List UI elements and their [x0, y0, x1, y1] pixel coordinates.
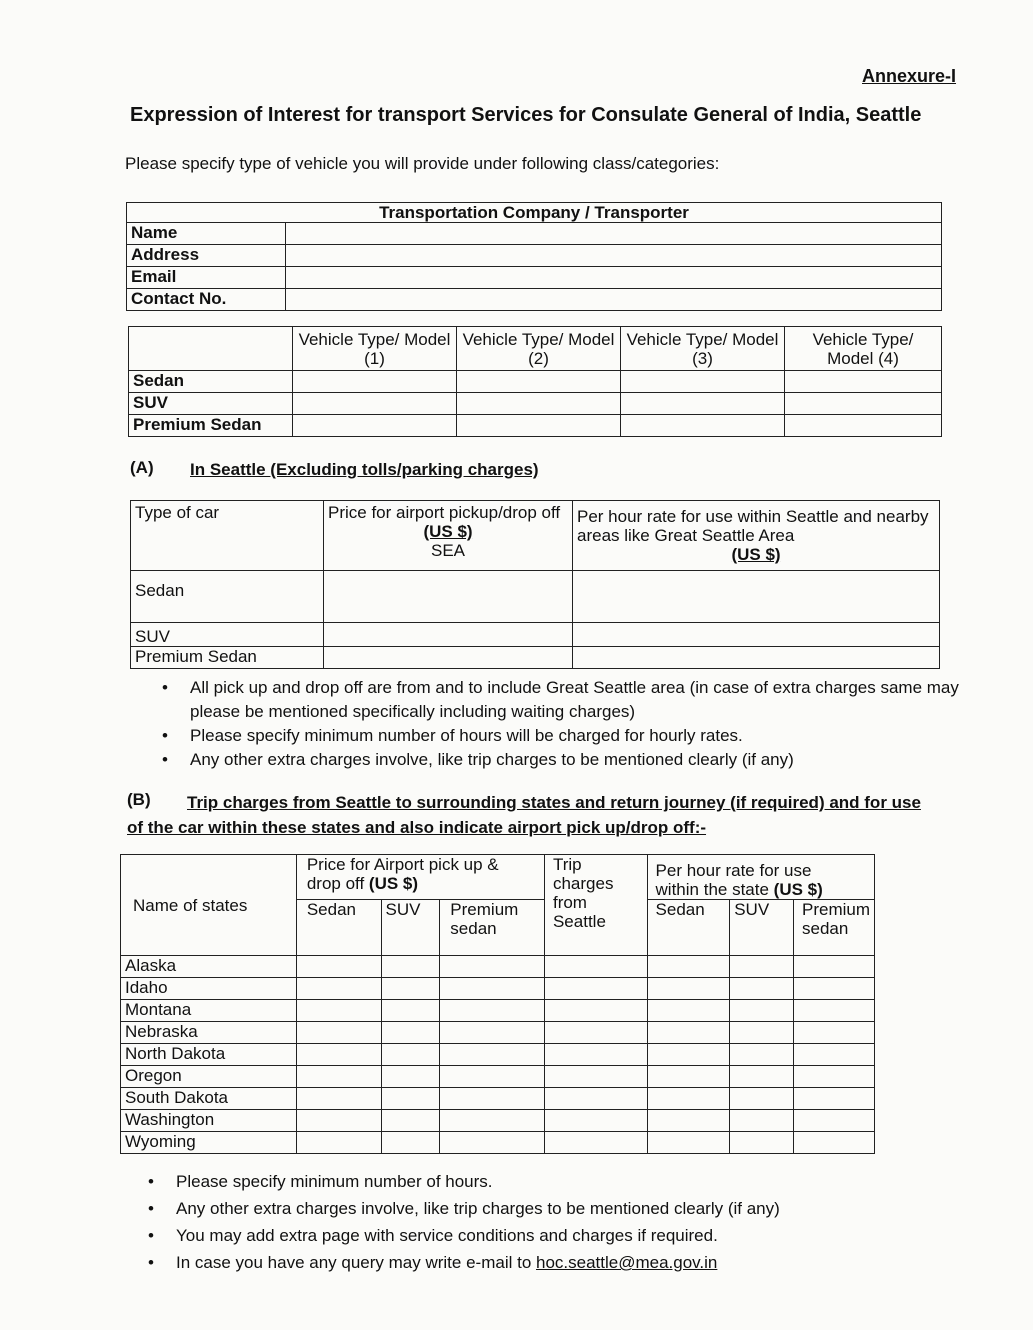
vehicle-cell[interactable]	[621, 393, 785, 415]
col-airport-code: SEA	[430, 541, 466, 560]
vehicle-cell[interactable]	[621, 371, 785, 393]
state-cell[interactable]	[544, 1044, 647, 1066]
state-cell[interactable]	[440, 1132, 545, 1154]
section-b-label: (B)	[127, 790, 151, 809]
seattle-row-sedan: Sedan	[131, 571, 324, 623]
state-cell[interactable]	[440, 1088, 545, 1110]
field-contact-label: Contact No.	[127, 289, 286, 311]
state-cell[interactable]	[793, 978, 874, 1000]
state-cell[interactable]	[544, 956, 647, 978]
state-cell[interactable]	[730, 1000, 794, 1022]
state-cell[interactable]	[647, 1000, 730, 1022]
state-cell[interactable]	[544, 1132, 647, 1154]
section-b-note: • Please specify minimum number of hours.	[176, 1168, 976, 1195]
state-cell[interactable]	[793, 1022, 874, 1044]
col-hourly-rate	[573, 501, 940, 571]
section-b-note: • You may add extra page with service conditions and charges if required.	[176, 1222, 976, 1249]
vehicle-header-blank	[129, 327, 293, 371]
state-cell[interactable]	[381, 1088, 440, 1110]
vehicle-col-4: Vehicle Type/ Model (4)	[785, 327, 942, 371]
state-row: North Dakota	[121, 1044, 297, 1066]
state-cell[interactable]	[647, 1088, 730, 1110]
state-cell[interactable]	[440, 1066, 545, 1088]
section-a-note: • All pick up and drop off are from and to include Great Seattle area (in case of extra charges same may please be mentioned specifically including waiting charges)	[190, 676, 960, 724]
section-a-note: • Please specify minimum number of hours will be charged for hourly rates.	[190, 724, 960, 748]
state-cell[interactable]	[730, 1044, 794, 1066]
section-b-note: • Any other extra charges involve, like trip charges to be mentioned clearly (if any)	[176, 1195, 976, 1222]
vehicle-cell[interactable]	[293, 371, 457, 393]
state-cell[interactable]	[793, 1044, 874, 1066]
vehicle-cell[interactable]	[785, 371, 942, 393]
state-cell[interactable]	[730, 1088, 794, 1110]
sub-col-sedan-b: Sedan	[647, 900, 730, 956]
state-cell[interactable]	[440, 1000, 545, 1022]
state-row: Montana	[121, 1000, 297, 1022]
page-title: Expression of Interest for transport Services for Consulate General of India, Seattle	[130, 104, 922, 126]
sub-col-suv-b: SUV	[730, 900, 794, 956]
vehicle-cell[interactable]	[457, 393, 621, 415]
email-link[interactable]: hoc.seattle@mea.gov.in	[536, 1253, 718, 1272]
state-cell[interactable]	[793, 1110, 874, 1132]
vehicle-col-3: Vehicle Type/ Model (3)	[621, 327, 785, 371]
col-states: Name of states	[121, 855, 297, 956]
state-cell[interactable]	[296, 1044, 381, 1066]
state-cell[interactable]	[544, 1022, 647, 1044]
section-a-label: (A)	[130, 458, 154, 477]
state-cell[interactable]	[793, 956, 874, 978]
sub-col-sedan-a: Sedan	[296, 900, 381, 956]
field-address-label: Address	[127, 245, 286, 267]
vehicle-col-1: Vehicle Type/ Model (1)	[293, 327, 457, 371]
state-cell[interactable]	[381, 1000, 440, 1022]
vehicle-cell[interactable]	[621, 415, 785, 437]
state-cell[interactable]	[730, 1132, 794, 1154]
seattle-rates-table	[130, 500, 940, 669]
state-cell[interactable]	[793, 1000, 874, 1022]
vehicle-row-suv: SUV	[129, 393, 293, 415]
col-hourly-state-b: within the state	[655, 880, 774, 899]
seattle-row-premium: Premium Sedan	[131, 647, 324, 669]
state-cell[interactable]	[647, 956, 730, 978]
state-cell[interactable]	[730, 956, 794, 978]
vehicle-row-premium: Premium Sedan	[129, 415, 293, 437]
sub-col-premium-a: Premium sedan	[440, 900, 545, 956]
vehicle-cell[interactable]	[293, 393, 457, 415]
seattle-cell[interactable]	[324, 571, 573, 623]
col-airport-pick	[296, 855, 544, 900]
field-name-label: Name	[127, 223, 286, 245]
state-cell[interactable]	[381, 1022, 440, 1044]
state-cell[interactable]	[730, 1066, 794, 1088]
section-a-heading: In Seattle (Excluding tolls/parking charges)	[190, 460, 539, 479]
state-cell[interactable]	[440, 978, 545, 1000]
state-row: Nebraska	[121, 1022, 297, 1044]
state-cell[interactable]	[544, 1088, 647, 1110]
state-cell[interactable]	[296, 1110, 381, 1132]
col-hourly-text: Per hour rate for use within Seattle and nearby areas like Great Seattle Area	[577, 507, 929, 545]
state-cell[interactable]	[381, 1110, 440, 1132]
seattle-cell[interactable]	[324, 647, 573, 669]
seattle-cell[interactable]	[573, 647, 940, 669]
col-airport-pick-b: drop off	[306, 874, 369, 893]
field-address-value[interactable]	[286, 245, 942, 267]
seattle-cell[interactable]	[573, 623, 940, 647]
field-email-label: Email	[127, 267, 286, 289]
state-cell[interactable]	[296, 1066, 381, 1088]
col-type-of-car: Type of car	[131, 501, 324, 571]
seattle-row-suv: SUV	[131, 623, 324, 647]
state-cell[interactable]	[440, 956, 545, 978]
vehicle-col-2: Vehicle Type/ Model (2)	[457, 327, 621, 371]
section-b-heading: Trip charges from Seattle to surrounding states and return journey (if required) and for use of the car within these states and also indicate airport pick up/drop off:-	[127, 793, 921, 837]
col-hourly-state-c: (US $)	[773, 880, 823, 899]
intro-text: Please specify type of vehicle you will provide under following class/categories:	[125, 154, 720, 173]
state-cell[interactable]	[793, 1088, 874, 1110]
section-a-notes	[190, 676, 960, 772]
vehicle-table	[128, 326, 942, 437]
col-airport-pick-a: Price for Airport pick up &	[306, 855, 499, 874]
state-cell[interactable]	[440, 1110, 545, 1132]
vehicle-cell[interactable]	[457, 371, 621, 393]
col-hourly-state	[647, 855, 874, 900]
states-table	[120, 854, 875, 1154]
state-cell[interactable]	[730, 978, 794, 1000]
state-cell[interactable]	[793, 1132, 874, 1154]
state-cell[interactable]	[647, 1110, 730, 1132]
state-cell[interactable]	[440, 1044, 545, 1066]
state-cell[interactable]	[730, 1022, 794, 1044]
vehicle-cell[interactable]	[785, 393, 942, 415]
col-hourly-unit: (US $)	[731, 545, 781, 564]
col-airport-price	[324, 501, 573, 571]
col-airport-pick-c: (US $)	[368, 874, 419, 893]
vehicle-row-sedan: Sedan	[129, 371, 293, 393]
state-cell[interactable]	[381, 1132, 440, 1154]
state-row: Oregon	[121, 1066, 297, 1088]
state-cell[interactable]	[647, 1022, 730, 1044]
state-cell[interactable]	[544, 1000, 647, 1022]
section-b-notes	[176, 1168, 976, 1276]
state-cell[interactable]	[296, 1000, 381, 1022]
state-cell[interactable]	[381, 1066, 440, 1088]
state-cell[interactable]	[793, 1066, 874, 1088]
col-trip-charges: Trip charges from Seattle	[544, 855, 647, 956]
state-cell[interactable]	[544, 1110, 647, 1132]
state-cell[interactable]	[544, 978, 647, 1000]
field-email-value[interactable]	[286, 267, 942, 289]
state-row: Washington	[121, 1110, 297, 1132]
state-cell[interactable]	[647, 978, 730, 1000]
state-cell[interactable]	[647, 1132, 730, 1154]
col-airport-price-text: Price for airport pickup/drop off	[328, 503, 561, 522]
state-row: South Dakota	[121, 1088, 297, 1110]
vehicle-cell[interactable]	[785, 415, 942, 437]
state-row: Alaska	[121, 956, 297, 978]
vehicle-cell[interactable]	[293, 415, 457, 437]
query-text: In case you have any query may write e-mail to	[176, 1253, 536, 1272]
state-row: Wyoming	[121, 1132, 297, 1154]
state-cell[interactable]	[381, 1044, 440, 1066]
state-cell[interactable]	[296, 956, 381, 978]
state-cell[interactable]	[381, 956, 440, 978]
state-cell[interactable]	[296, 1022, 381, 1044]
section-b-note-query	[176, 1249, 976, 1276]
sub-col-suv-a: SUV	[381, 900, 440, 956]
col-hourly-state-a: Per hour rate for use	[655, 861, 812, 880]
vehicle-cell[interactable]	[457, 415, 621, 437]
state-cell[interactable]	[730, 1110, 794, 1132]
state-row: Idaho	[121, 978, 297, 1000]
field-name-value[interactable]	[286, 223, 942, 245]
transporter-header: Transportation Company / Transporter	[127, 203, 942, 223]
state-cell[interactable]	[296, 1088, 381, 1110]
state-cell[interactable]	[647, 1066, 730, 1088]
field-contact-value[interactable]	[286, 289, 942, 311]
section-a-note: • Any other extra charges involve, like trip charges to be mentioned clearly (if any)	[190, 748, 960, 772]
seattle-cell[interactable]	[324, 623, 573, 647]
state-cell[interactable]	[296, 1132, 381, 1154]
sub-col-premium-b: Premium sedan	[793, 900, 874, 956]
state-cell[interactable]	[544, 1066, 647, 1088]
state-cell[interactable]	[647, 1044, 730, 1066]
state-cell[interactable]	[381, 978, 440, 1000]
state-cell[interactable]	[296, 978, 381, 1000]
seattle-cell[interactable]	[573, 571, 940, 623]
col-airport-unit: (US $)	[423, 522, 473, 541]
transporter-table	[126, 202, 942, 311]
state-cell[interactable]	[440, 1022, 545, 1044]
annexure-label: Annexure-I	[862, 66, 957, 86]
